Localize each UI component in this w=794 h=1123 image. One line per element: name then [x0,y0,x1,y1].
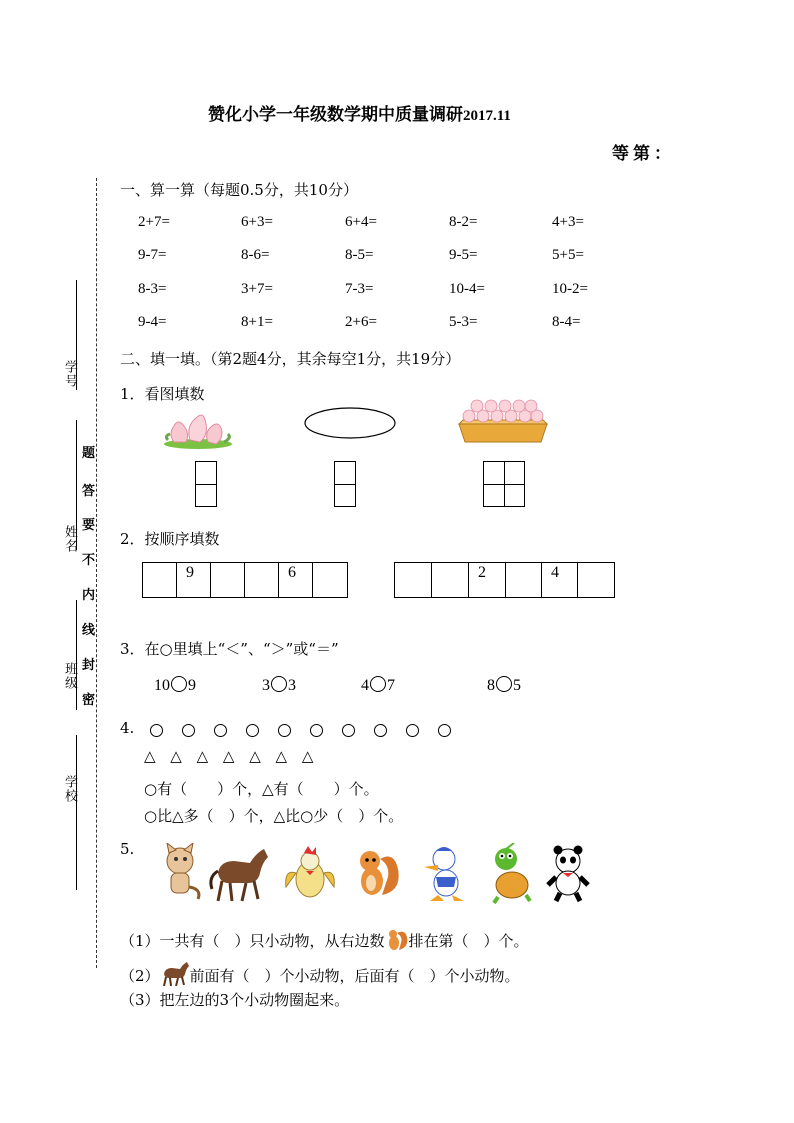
calc-item: 10-2= [552,281,588,297]
q5-line2 [120,962,520,986]
calc-item: 8-6= [241,247,270,263]
compare-left: 8 [487,677,495,694]
compare-item [487,676,521,695]
compare-circle[interactable] [271,676,287,692]
counting-circle [214,724,227,737]
sequence-cell[interactable] [143,563,177,597]
counting-circle [278,724,291,737]
q4-line2: ○比△多（ ）个，△比○少（ ）个。 [144,807,404,825]
calc-item: 7-3= [345,281,374,297]
circle-row [150,721,451,740]
calc-item: 9-4= [138,314,167,330]
seal-char: 答 [82,484,96,499]
sequence-cell[interactable] [432,563,469,597]
answer-box-1[interactable] [195,461,217,507]
q5-line3: （3）把左边的3个小动物圈起来。 [120,991,350,1009]
compare-circle[interactable] [496,676,512,692]
counting-circle [406,724,419,737]
squirrel-icon [360,851,399,895]
calc-item: 2+7= [138,214,170,230]
grade-label: 等第： [612,144,675,164]
counting-circle [374,724,387,737]
sequence-row-1 [142,562,348,598]
name-label: 姓名 [62,525,77,553]
school-line [76,735,77,890]
student-no-label: 学号 [62,360,77,388]
calc-item: 8-4= [552,314,581,330]
squirrel-icon [385,929,409,951]
seal-char: 封 [82,658,96,673]
seal-char: 要 [82,518,96,533]
calc-item: 3+7= [241,281,273,297]
calc-item: 8-3= [138,281,167,297]
compare-left: 10 [154,677,170,694]
q5-1-text-a: （1）一共有（ ）只小动物，从右边数 [120,932,385,950]
animals-row [158,843,592,905]
calc-item: 2+6= [345,314,377,330]
seal-char: 不 [82,553,96,568]
calc-item: 6+4= [345,214,377,230]
calc-item: 8+1= [241,314,273,330]
seal-char: 题 [82,446,96,461]
calc-item: 5+5= [552,247,584,263]
compare-left: 4 [361,677,369,694]
class-label: 班级 [62,662,77,690]
compare-left: 3 [262,677,270,694]
sequence-cell[interactable] [313,563,347,597]
calc-item: 8-2= [449,214,478,230]
title-year: 2017.11 [463,108,511,124]
sequence-cell[interactable] [578,563,614,597]
sequence-cell[interactable] [395,563,432,597]
sequence-cell[interactable] [245,563,279,597]
compare-right: 5 [513,677,521,694]
page-title [208,100,511,125]
section1-heading: 一、算一算（每题0.5分，共10分） [120,181,358,199]
sequence-cell: 4 [542,563,578,597]
calc-item: 8-5= [345,247,374,263]
compare-item [262,676,296,695]
calc-item: 9-5= [449,247,478,263]
title-text: 赞化小学一年级数学期中质量调研 [208,105,463,125]
compare-circle[interactable] [370,676,386,692]
counting-circle [342,724,355,737]
q1-label: 1．看图填数 [120,385,205,403]
calc-item: 9-7= [138,247,167,263]
class-line [76,600,77,710]
triangle-row: △ △ △ △ △ △ △ [144,747,319,765]
q5-1-text-b: 排在第（ ）个。 [408,932,529,950]
panda-icon [548,846,588,902]
q5-2-text-a: （2） [120,967,160,985]
answer-box-2[interactable] [334,461,356,507]
sequence-cell: 6 [279,563,313,597]
cat-icon [167,843,199,899]
answer-box-3[interactable] [483,461,525,507]
sequence-cell: 2 [469,563,506,597]
counting-circle [438,724,451,737]
seal-char: 内 [82,588,96,603]
q4-line1: ○有（ ）个，△有（ ）个。 [144,780,379,798]
compare-right: 9 [188,677,196,694]
q2-label: 2．按顺序填数 [120,530,220,548]
q5-label: 5. [120,840,135,858]
calc-item: 4+3= [552,214,584,230]
seal-char: 线 [82,623,96,638]
counting-circle [150,724,163,737]
q5-line1 [120,929,529,951]
peach-tray-image [455,398,551,446]
rooster-icon [286,846,335,897]
q3-label: 3．在○里填上“＜”、“＞”或“＝” [120,640,339,658]
sequence-cell[interactable] [211,563,245,597]
compare-right: 7 [387,677,395,694]
sequence-cell[interactable] [506,563,542,597]
compare-item [154,676,196,695]
peaches-image [160,404,236,452]
q4-label: 4. [120,719,135,737]
horse-icon [211,849,268,901]
sequence-row-2 [394,562,615,598]
calc-item: 6+3= [241,214,273,230]
horse-icon [160,962,190,986]
counting-circle [310,724,323,737]
binding-dashed-line [96,178,97,968]
seal-char: 密 [82,693,96,708]
sequence-cell: 9 [177,563,211,597]
calc-item: 10-4= [449,281,485,297]
duck-icon [424,847,464,901]
compare-right: 3 [288,677,296,694]
counting-circle [182,724,195,737]
compare-item [361,676,395,695]
q5-2-text-b: 前面有（ ）个小动物，后面有（ ）个小动物。 [189,967,520,985]
empty-plate-image [302,405,398,441]
calc-item: 5-3= [449,314,478,330]
turtle-icon [494,843,530,903]
compare-circle[interactable] [171,676,187,692]
section2-heading: 二、填一填。（第2题4分，其余每空1分，共19分） [120,350,461,368]
school-label: 学校 [62,775,77,803]
counting-circle [246,724,259,737]
